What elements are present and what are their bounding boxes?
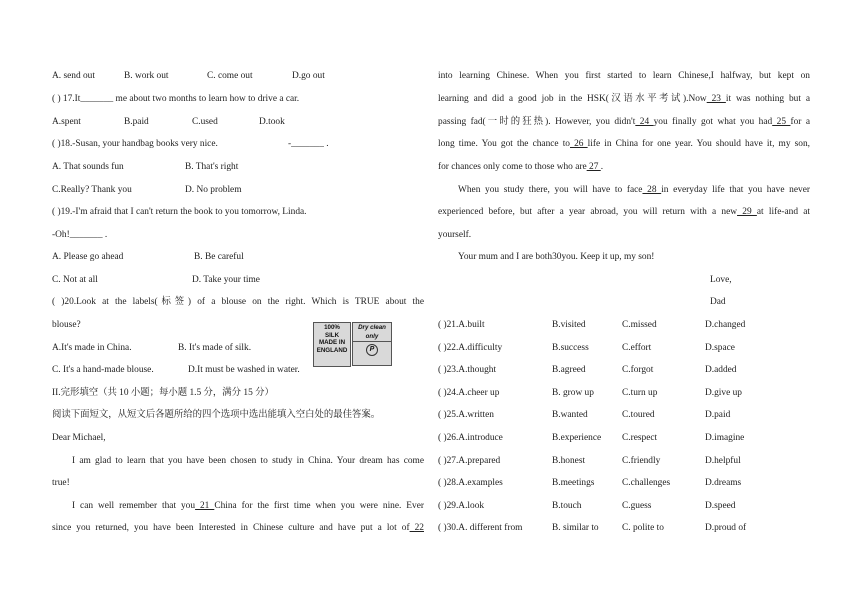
question-option-d: D.helpful	[705, 455, 741, 466]
q20-option-b: B. It's made of silk.	[178, 343, 252, 353]
letter-signature: Dad	[710, 297, 726, 307]
line3-text-c: for a	[790, 117, 811, 127]
question-option-c: C.effort	[622, 342, 652, 353]
letter-line-8: yourself.	[438, 230, 472, 240]
line2-text-b: it was nothing but a	[725, 94, 811, 104]
question-option-b: B.touch	[552, 500, 582, 511]
question-option-b: B.agreed	[552, 365, 586, 376]
question-number-option-a: ( )25.A.written	[438, 410, 494, 421]
line3-text-b: you finally got what you had	[653, 117, 773, 127]
line4-text-b: life in China for one year. You should have it, my son,	[587, 139, 811, 149]
q20-stem: ( )20.Look at the labels(标签) of a blouse on the right. Which is TRUE about the	[52, 297, 424, 307]
question-option-b: B. grow up	[552, 387, 594, 398]
question-option-c: C.forgot	[622, 365, 654, 376]
question-number-option-a: ( )30.A. different from	[438, 523, 523, 534]
line5-text-b: .	[600, 162, 604, 172]
q18-response: -_______ .	[288, 139, 329, 149]
line7-text-b: at life-and at	[756, 207, 811, 217]
blank-29: 29	[737, 207, 757, 217]
q19-option-b: B. Be careful	[194, 252, 244, 262]
line7-text-a: experienced before, but after a year abroad, you will return with a new	[438, 207, 738, 217]
para2-text-b: China for the first time when you were nine. Ever	[214, 501, 425, 511]
q16-option-c: C. come out	[207, 71, 253, 81]
question-number-option-a: ( )27.A.prepared	[438, 455, 501, 466]
question-option-d: D.imagine	[705, 433, 745, 443]
q18-question: ( )18.-Susan, your handbag books very nice.	[52, 139, 218, 149]
q16-option-d: D.go out	[292, 71, 325, 81]
q19-option-d: D. Take your time	[192, 275, 260, 285]
blank-25: 25	[772, 117, 791, 127]
q18-option-b: B. That's right	[185, 162, 239, 172]
q17-option-b: B.paid	[124, 117, 149, 127]
q17-prefix: ( ) 17.It	[52, 94, 81, 104]
question-number-option-a: ( )21.A.built	[438, 320, 485, 330]
question-number-option-a: ( )28.A.examples	[438, 478, 503, 489]
blank-23: 23	[706, 94, 726, 104]
para1-line1: I am glad to learn that you have been chosen to study in China. Your dream has come	[72, 456, 424, 466]
question-option-d: D.speed	[705, 500, 736, 511]
silk-label-line: ENGLAND	[316, 346, 348, 354]
question-option-d: D.dreams	[705, 478, 742, 489]
blank-24: 24	[635, 117, 654, 127]
question-option-b: B.visited	[552, 320, 586, 330]
question-option-c: C.respect	[622, 433, 658, 443]
question-option-c: C.turn up	[622, 387, 658, 398]
q17-blank: _______	[80, 94, 114, 104]
section-instruction: 阅读下面短文，从短文后各题所给的四个选项中选出能填入空白处的最佳答案。	[52, 410, 381, 420]
question-option-d: D.added	[705, 365, 737, 376]
question-number-option-a: ( )26.A.introduce	[438, 433, 503, 443]
letter-closing: Love,	[710, 275, 732, 285]
line6-text-b: in everyday life that you have never	[661, 185, 810, 195]
question-number-option-a: ( )23.A.thought	[438, 365, 497, 376]
q16-option-b: B. work out	[124, 71, 169, 81]
question-option-d: D.changed	[705, 320, 746, 330]
question-option-c: C.guess	[622, 500, 652, 511]
para2-text-c: since you returned, you have been Interested in Chinese culture and have put a lot of	[52, 523, 410, 533]
line3-text-a: passing fad(一时的狂热). However, you didn't	[438, 117, 636, 127]
question-number-option-a: ( )22.A.difficulty	[438, 342, 503, 353]
dry-clean-label-image	[352, 322, 392, 366]
silk-label-line: MADE IN	[318, 339, 346, 347]
letter-greeting: Dear Michael,	[52, 433, 106, 443]
q18-stem	[52, 138, 424, 150]
q18-option-a: A. That sounds fun	[52, 162, 124, 172]
letter-line-5	[438, 161, 810, 173]
blank-22: 22	[409, 523, 424, 533]
letter-line-6	[438, 184, 810, 196]
question-option-d: D.proud of	[705, 523, 747, 534]
silk-label-line: 100%	[324, 324, 340, 331]
q17-option-c: C.used	[192, 117, 218, 127]
question-option-d: D.give up	[705, 387, 742, 398]
question-number-option-a: ( )29.A.look	[438, 500, 485, 511]
blank-21: 21	[195, 501, 215, 511]
q20-option-a: A.It's made in China.	[52, 343, 132, 353]
q20-option-d: D.It must be washed in water.	[188, 365, 300, 375]
question-option-c: C.toured	[622, 410, 655, 421]
letter-line-9: Your mum and I are both30you. Keep it up, my son!	[458, 252, 655, 262]
section-title: II.完形填空（共 10 小题；每小题 1.5 分，满分 15 分）	[52, 388, 274, 398]
q19-option-a: A. Please go ahead	[52, 252, 124, 262]
q20-stem-continued: blouse?	[52, 320, 81, 330]
q18-option-c: C.Really? Thank you	[52, 185, 132, 195]
line4-text-a: long time. You got the chance to	[438, 139, 570, 149]
letter-line-1: into learning Chinese. When you first started to learn Chinese,I halfway, but kept on	[438, 71, 810, 81]
blank-26: 26	[570, 139, 588, 149]
q17-option-d: D.took	[259, 117, 285, 127]
dry-clean-text: Dry clean only	[353, 323, 391, 342]
question-option-b: B.success	[552, 342, 589, 353]
letter-line-4	[438, 138, 810, 150]
question-option-c: C. polite to	[622, 523, 664, 534]
q17-rest: me about two months to learn how to drive a car.	[113, 94, 300, 104]
silk-label-image	[313, 322, 351, 367]
para2-text-a: I can well remember that you	[72, 501, 196, 511]
line2-text-a: learning and did a good job in the HSK(汉语水平考试).Now	[438, 94, 707, 104]
line5-text-a: for chances only come to those who are	[438, 162, 587, 172]
question-option-d: D.paid	[705, 410, 731, 421]
q16-option-a: A. send out	[52, 71, 95, 81]
para2-line2	[52, 522, 424, 534]
dry-clean-p-icon: P	[366, 344, 378, 356]
question-option-b: B.experience	[552, 433, 602, 443]
letter-line-3	[438, 116, 810, 128]
question-option-b: B.honest	[552, 455, 586, 466]
question-option-b: B.meetings	[552, 478, 595, 489]
question-option-d: D.space	[705, 342, 735, 353]
q19-response: -Oh!_______ .	[52, 230, 108, 240]
q17-stem	[52, 93, 424, 105]
silk-label-line: SILK	[324, 331, 340, 339]
letter-line-7	[438, 206, 810, 218]
question-number-option-a: ( )24.A.cheer up	[438, 387, 500, 398]
q17-option-a: A.spent	[52, 117, 81, 127]
letter-line-2	[438, 93, 810, 105]
q19-option-c: C. Not at all	[52, 275, 98, 285]
question-option-c: C.friendly	[622, 455, 661, 466]
question-option-b: B.wanted	[552, 410, 588, 421]
blank-28: 28	[642, 185, 662, 195]
blank-27: 27	[586, 162, 601, 172]
q19-stem: ( )19.-I'm afraid that I can't return the book to you tomorrow, Linda.	[52, 207, 307, 217]
line6-text-a: When you study there, you will have to face	[458, 185, 643, 195]
question-option-c: C.missed	[622, 320, 657, 330]
question-option-b: B. similar to	[552, 523, 599, 534]
q18-option-d: D. No problem	[185, 185, 242, 195]
q20-option-c: C. It's a hand-made blouse.	[52, 365, 154, 375]
para1-line2: true!	[52, 478, 70, 488]
question-option-c: C.challenges	[622, 478, 671, 489]
para2-line1	[52, 500, 424, 512]
